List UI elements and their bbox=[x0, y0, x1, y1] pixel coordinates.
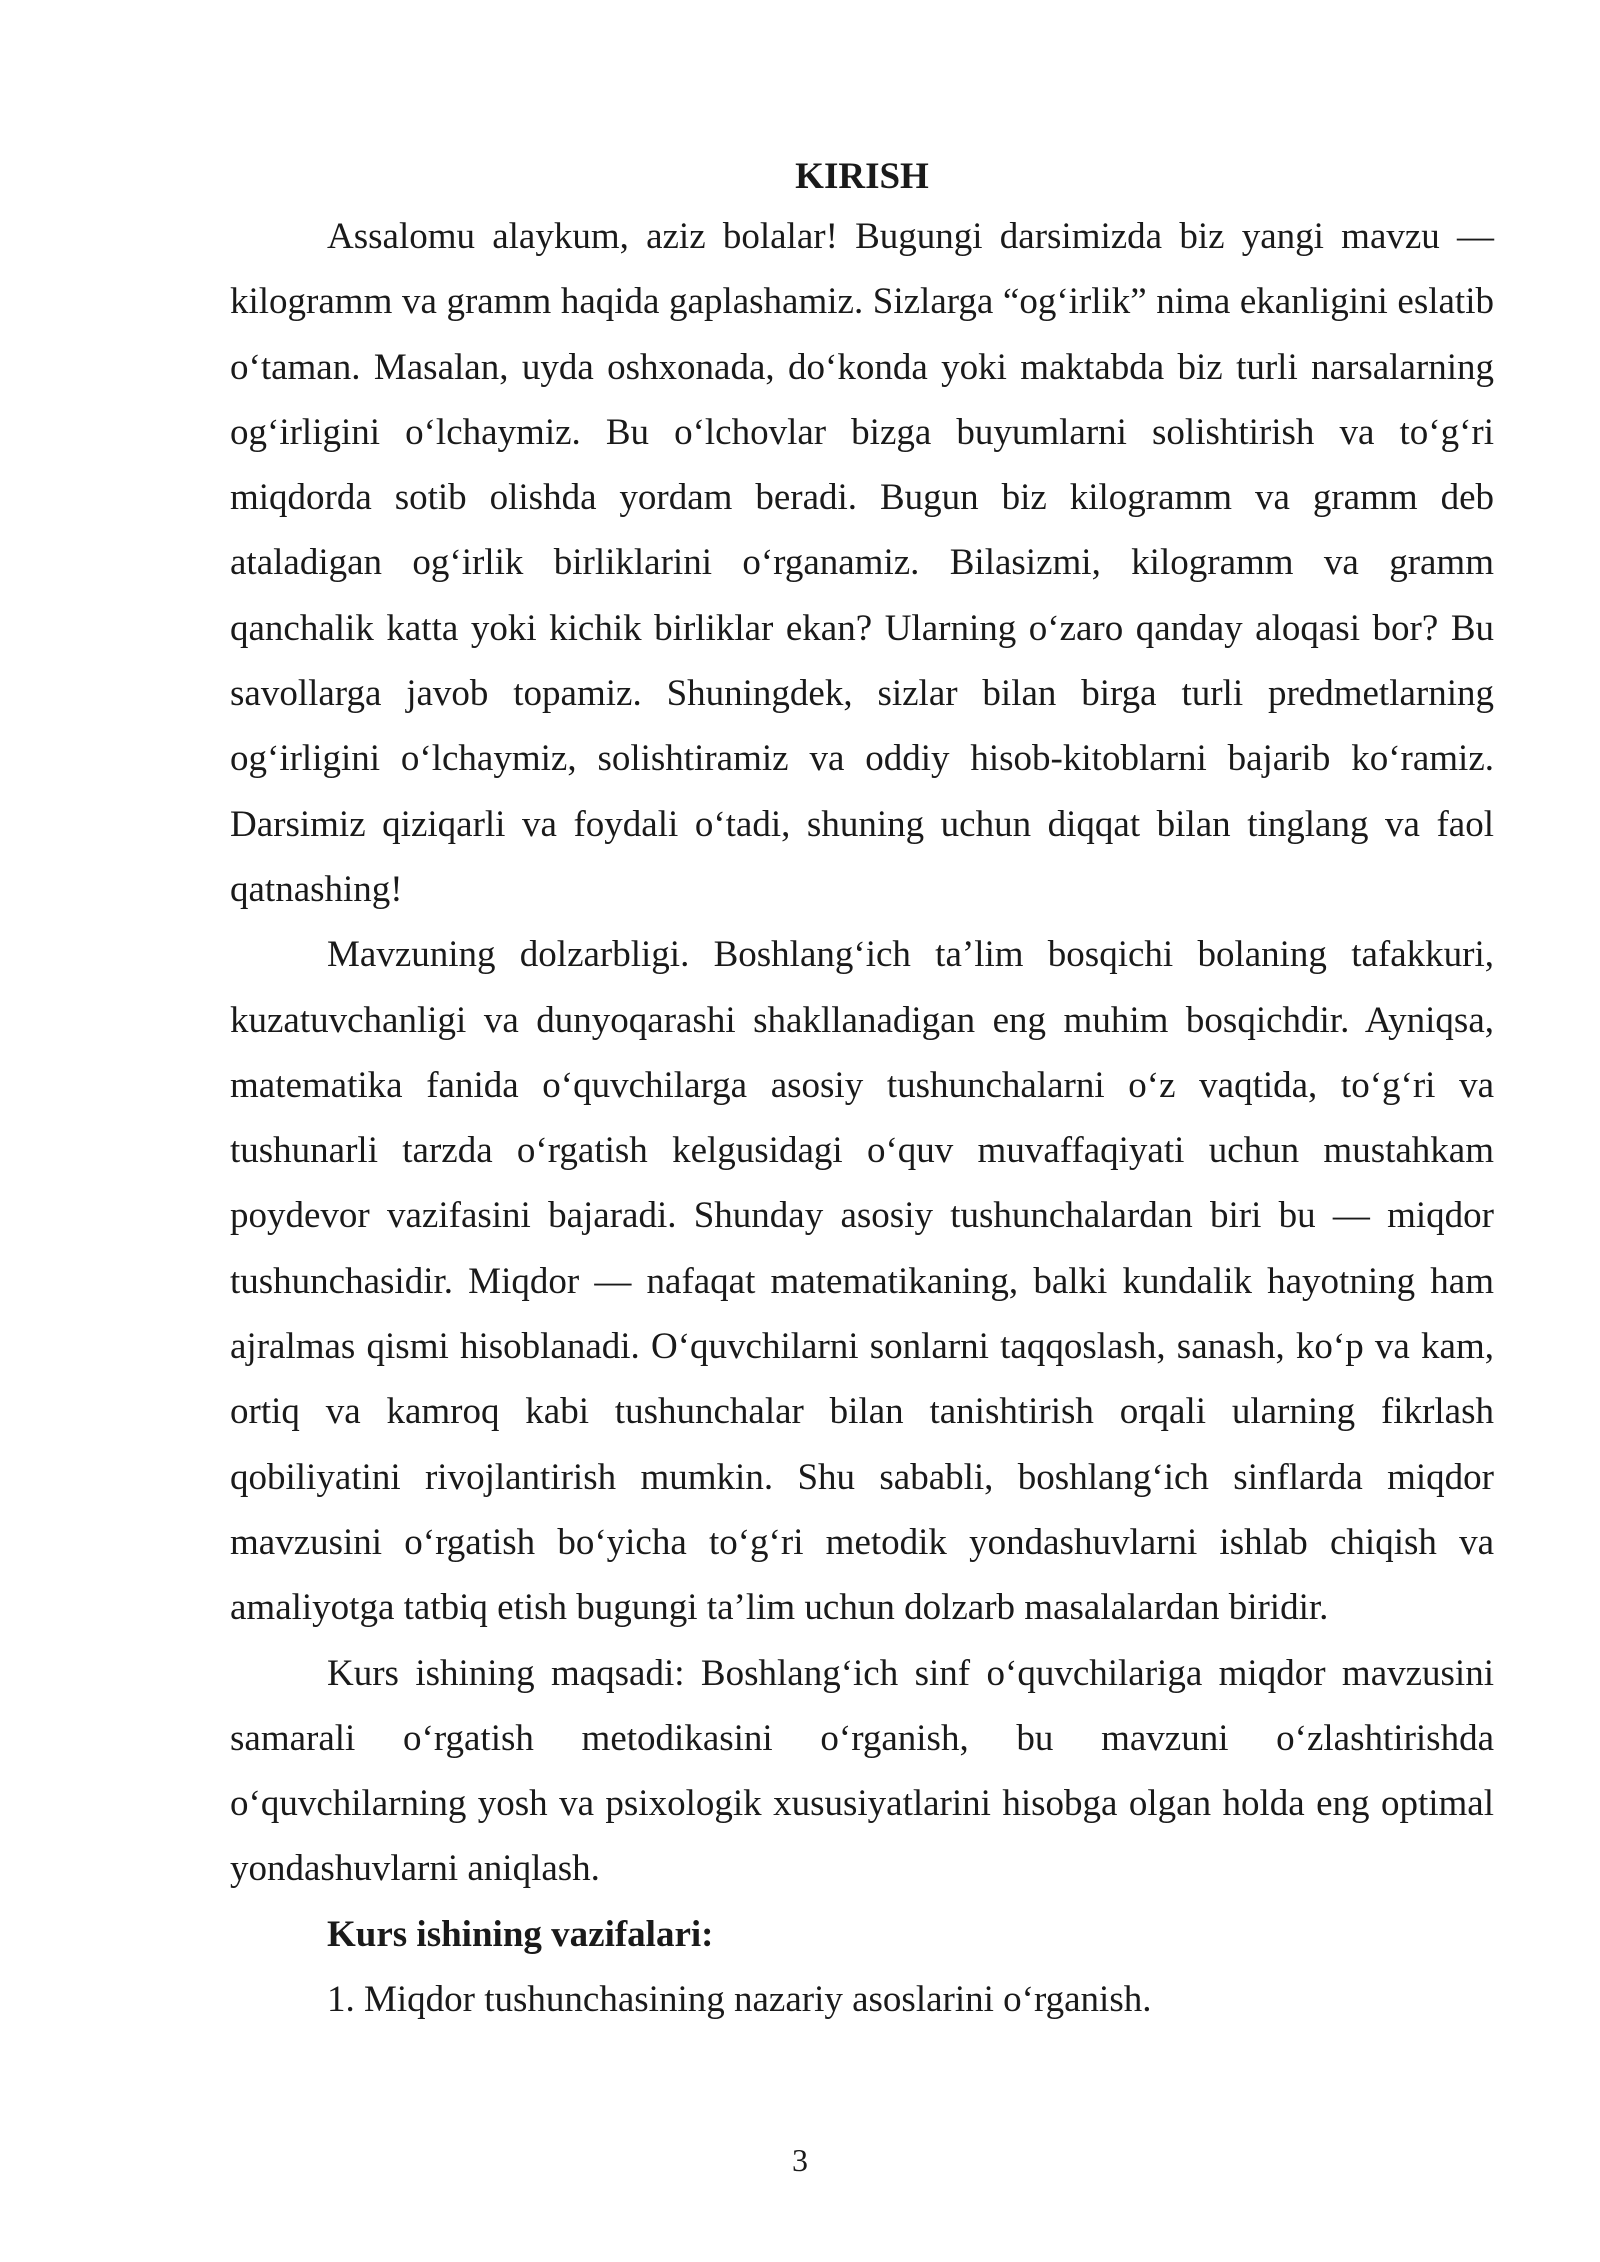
paragraph-goal: Kurs ishining maqsadi: Boshlang‘ich sinf o‘quvchilariga miqdor mavzusini samarali o‘rgatish metodikasini o‘rganish, bu mavzuni o‘zlashtirishda o‘quvchilarning yosh va psixologik xususiyatlarini hisobga olgan holda eng optimal yondashuvlarni aniqlash. bbox=[230, 1652, 1494, 1890]
task-item: 1. Miqdor tushunchasining nazariy asoslarini o‘rganish. bbox=[327, 1979, 1152, 2021]
paragraph-relevance: Mavzuning dolzarbligi. Boshlang‘ich ta’lim bosqichi bolaning tafakkuri, kuzatuvchanligi va dunyoqarashi shakllanadigan eng muhim bosqichdir. Ayniqsa, matematika fanida o‘quvchilarga asosiy tushunchalarni o‘z vaqtida, to‘g‘ri va tushunarli tarzda o‘rgatish kelgusidagi o‘quv muvaffaqiyati uchun mustahkam poydevor vazifasini bajaradi. Shunday asosiy tushunchalardan biri bu — miqdor tushunchasidir. Miqdor — nafaqat matematikaning, balki kundalik hayotning ham ajralmas qismi hisoblanadi. O‘quvchilarni sonlarni taqqoslash, sanash, ko‘p va kam, ortiq va kamroq kabi tushunchalar bilan tanishtirish orqali ularning fikrlash qobiliyatini rivojlantirish mumkin. Shu sababli, boshlang‘ich sinflarda miqdor mavzusini o‘rgatish bo‘yicha to‘g‘ri metodik yondashuvlarni ishlab chiqish va amaliyotga tatbiq etish bugungi ta’lim uchun dolzarb masalalardan biridir. bbox=[230, 934, 1494, 1629]
page-number: 3 bbox=[792, 2142, 808, 2178]
page-content bbox=[230, 150, 1494, 2032]
page-heading: KIRISH bbox=[795, 156, 929, 197]
paragraph-introduction: Assalomu alaykum, aziz bolalar! Bugungi darsimizda biz yangi mavzu — kilogramm va gramm haqida gaplashamiz. Sizlarga “og‘irlik” nima ekanligini eslatib o‘taman. Masalan, uyda oshxonada, do‘konda yoki maktabda biz turli narsalarning og‘irligini o‘lchaymiz. Bu o‘lchovlar bizga buyumlarni solishtirish va to‘g‘ri miqdorda sotib olishda yordam beradi. Bugun biz kilogramm va gramm deb ataladigan og‘irlik birliklarini o‘rganamiz. Bilasizmi, kilogramm va gramm qanchalik katta yoki kichik birliklar ekan? Ularning o‘zaro qanday aloqasi bor? Bu savollarga javob topamiz. Shuningdek, sizlar bilan birga turli predmetlarning og‘irligini o‘lchaymiz, solishtiramiz va oddiy hisob-kitoblarni bajarib ko‘ramiz. Darsimiz qiziqarli va foydali o‘tadi, shuning uchun diqqat bilan tinglang va faol qatnashing! bbox=[230, 216, 1494, 910]
tasks-heading: Kurs ishining vazifalari: bbox=[327, 1913, 714, 1955]
